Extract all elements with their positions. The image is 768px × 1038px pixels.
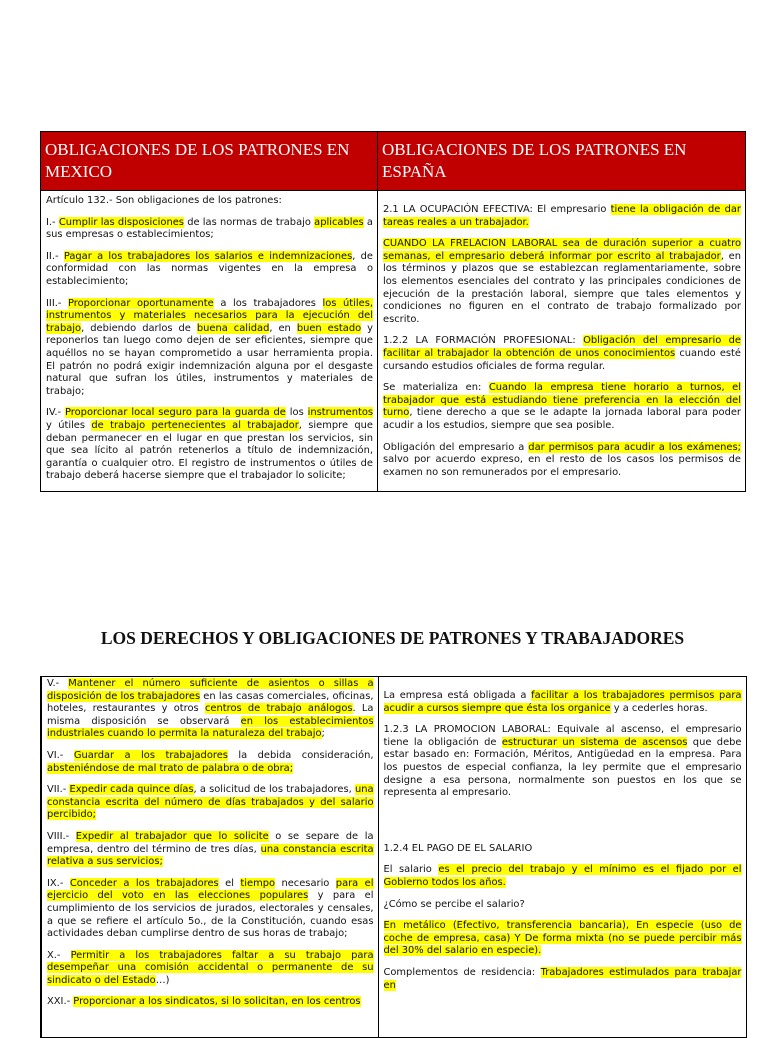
obligation-ii: II.- Pagar a los trabajadores los salarios e indemnizaciones, de conformidad con las normas vigentes en la empresa o establecimiento;	[46, 250, 374, 287]
formacion-profesional: 1.2.2 LA FORMACIÓN PROFESIONAL: Obligación del empresario de facilitar al trabajador la obtención de unos conocimientos cuando esté cursando estudios oficiales de forma regular.	[383, 335, 742, 372]
obligation-iii: III.- Proporcionar oportunamente a los trabajadores los útiles, instrumentos y materiales necesarios para la ejecución del trabajo, debiendo darlos de buena calidad, en buen estado y reponerlos tan luego como dejen de ser eficientes, siempre que aquéllos no se hayan comprometido a usar herramienta propia. El patrón no podrá exigir indemnización alguna por el desgaste natural que sufran los útiles, instrumentos y materiales de trabajo;	[46, 297, 373, 397]
permisos-examenes: Obligación del empresario a dar permisos para acudir a los exámenes; salvo por acuerdo expreso, en el resto de los casos los permisos de examen no son remunerados por el empresario.	[383, 441, 741, 478]
se-materializa: Se materializa en: Cuando la empresa tiene horario a turnos, el trabajador que está estudiando tiene preferencia en la elección del turno, tiene derecho a que se le adapte la jornada laboral para poder acudir a los estudios, siempre que sea posible.	[383, 382, 742, 431]
header-espana: OBLIGACIONES DE LOS PATRONES EN ESPAÑA	[378, 132, 746, 191]
obligations-table	[40, 131, 746, 492]
como-se-percibe: ¿Cómo se percibe el salario?	[383, 898, 525, 910]
obligation-vi: VI.- Guardar a los trabajadores la debida consideración, absteniéndose de mal trato de palabra o de obra;	[47, 749, 374, 774]
ocupacion-efectiva: 2.1 LA OCUPACIÓN EFECTIVA: El empresario tiene la obligación de dar tareas reales a un trabajador.	[383, 204, 741, 228]
obligation-x: X.- Permitir a los trabajadores faltar a su trabajo para desempeñar una comisión accidental o permanente de su sindicato o del Estado…)	[47, 949, 374, 986]
pago-salario-heading: 1.2.4 EL PAGO DE EL SALARIO	[383, 842, 533, 854]
header-mexico: OBLIGACIONES DE LOS PATRONES EN MEXICO	[41, 132, 378, 191]
rights-table	[40, 676, 747, 1038]
obligation-vii: VII.- Expedir cada quince días, a solicitud de los trabajadores, una constancia escrita del número de días trabajados y del salario percibido;	[47, 784, 374, 821]
obligation-i: I.- Cumplir las disposiciones de las normas de trabajo aplicables a sus empresas o establecimientos;	[46, 216, 373, 241]
espana-cell	[378, 191, 746, 492]
obligation-xxi: XXI.- Proporcionar a los sindicatos, si lo solicitan, en los centros	[47, 996, 361, 1008]
permisos-cursos: La empresa está obligada a facilitar a los trabajadores permisos para acudir a cursos siempre que ésta los organice y a cederles horas.	[383, 690, 742, 714]
obligation-v: V.- Mantener el número suficiente de asientos o sillas a disposición de los trabajadores en las casas comerciales, oficinas, hoteles, restaurantes y otros centros de trabajo análogos. La misma disposición se observará en los establecimientos industriales cuando lo permita la naturaleza del trabajo;	[47, 678, 374, 740]
relacion-laboral: CUANDO LA FRELACION LABORAL sea de duración superior a cuatro semanas, el empresario deberá informar por escrito al trabajador, en los términos y plazos que se establezcan reglamentariamente, sobre los elementos esenciales del contrato y las principales condiciones de ejecución de la prestación laboral, siempre que tales elementos y condiciones no figuren en el contrato de trabajo formalizado por escrito.	[383, 238, 741, 325]
formas-pago: En metálico (Efectivo, transferencia bancaria), En especie (uso de coche de empresa, casa) Y De forma mixta (no se puede percibir más del 30% del salario en especie).	[383, 920, 742, 957]
complementos-residencia: Complementos de residencia: Trabajadores estimulados para trabajar en	[383, 966, 742, 991]
right-cell	[378, 677, 746, 1038]
salario-definicion: El salario es el precio del trabajo y el mínimo es el fijado por el Gobierno todos los años.	[383, 864, 742, 888]
article-intro: Artículo 132.- Son obligaciones de los patrones:	[46, 195, 282, 206]
obligation-ix: IX.- Conceder a los trabajadores el tiempo necesario para el ejercicio del voto en las elecciones populares y para el cumplimiento de los servicios de jurados, electorales y censales, a que se refiere el artículo 5o., de la Constitución, cuando esas actividades deban cumplirse dentro de sus horas de trabajo;	[47, 877, 374, 940]
mexico-cell	[41, 191, 378, 492]
promocion-laboral: 1.2.3 LA PROMOCION LABORAL: Equivale al ascenso, el empresario tiene la obligación de estructurar un sistema de ascensos que debe estar basado en: Formación, Méritos, Antigüedad en la empresa. Para los puestos de especial confianza, la ley permite que el empresario designe a esa persona, normalmente son puestos en los que se representa al empresario.	[383, 724, 742, 799]
left-cell	[41, 677, 378, 1038]
obligation-viii: VIII.- Expedir al trabajador que lo solicite o se separe de la empresa, dentro del término de tres días, una constancia escrita relativa a sus servicios;	[47, 830, 374, 868]
section-title: LOS DERECHOS Y OBLIGACIONES DE PATRONES Y TRABAJADORES	[100, 628, 685, 648]
obligation-iv: IV.- Proporcionar local seguro para la guarda de los instrumentos y útiles de trabajo pertenecientes al trabajador, siempre que deban permanecer en el lugar en que prestan los servicios, sin que sea lícito al patrón retenerlos a título de indemnización, garantía o cualquier otro. El registro de instrumentos o útiles de trabajo deberá hacerse siempre que el trabajador lo solicite;	[46, 407, 374, 482]
